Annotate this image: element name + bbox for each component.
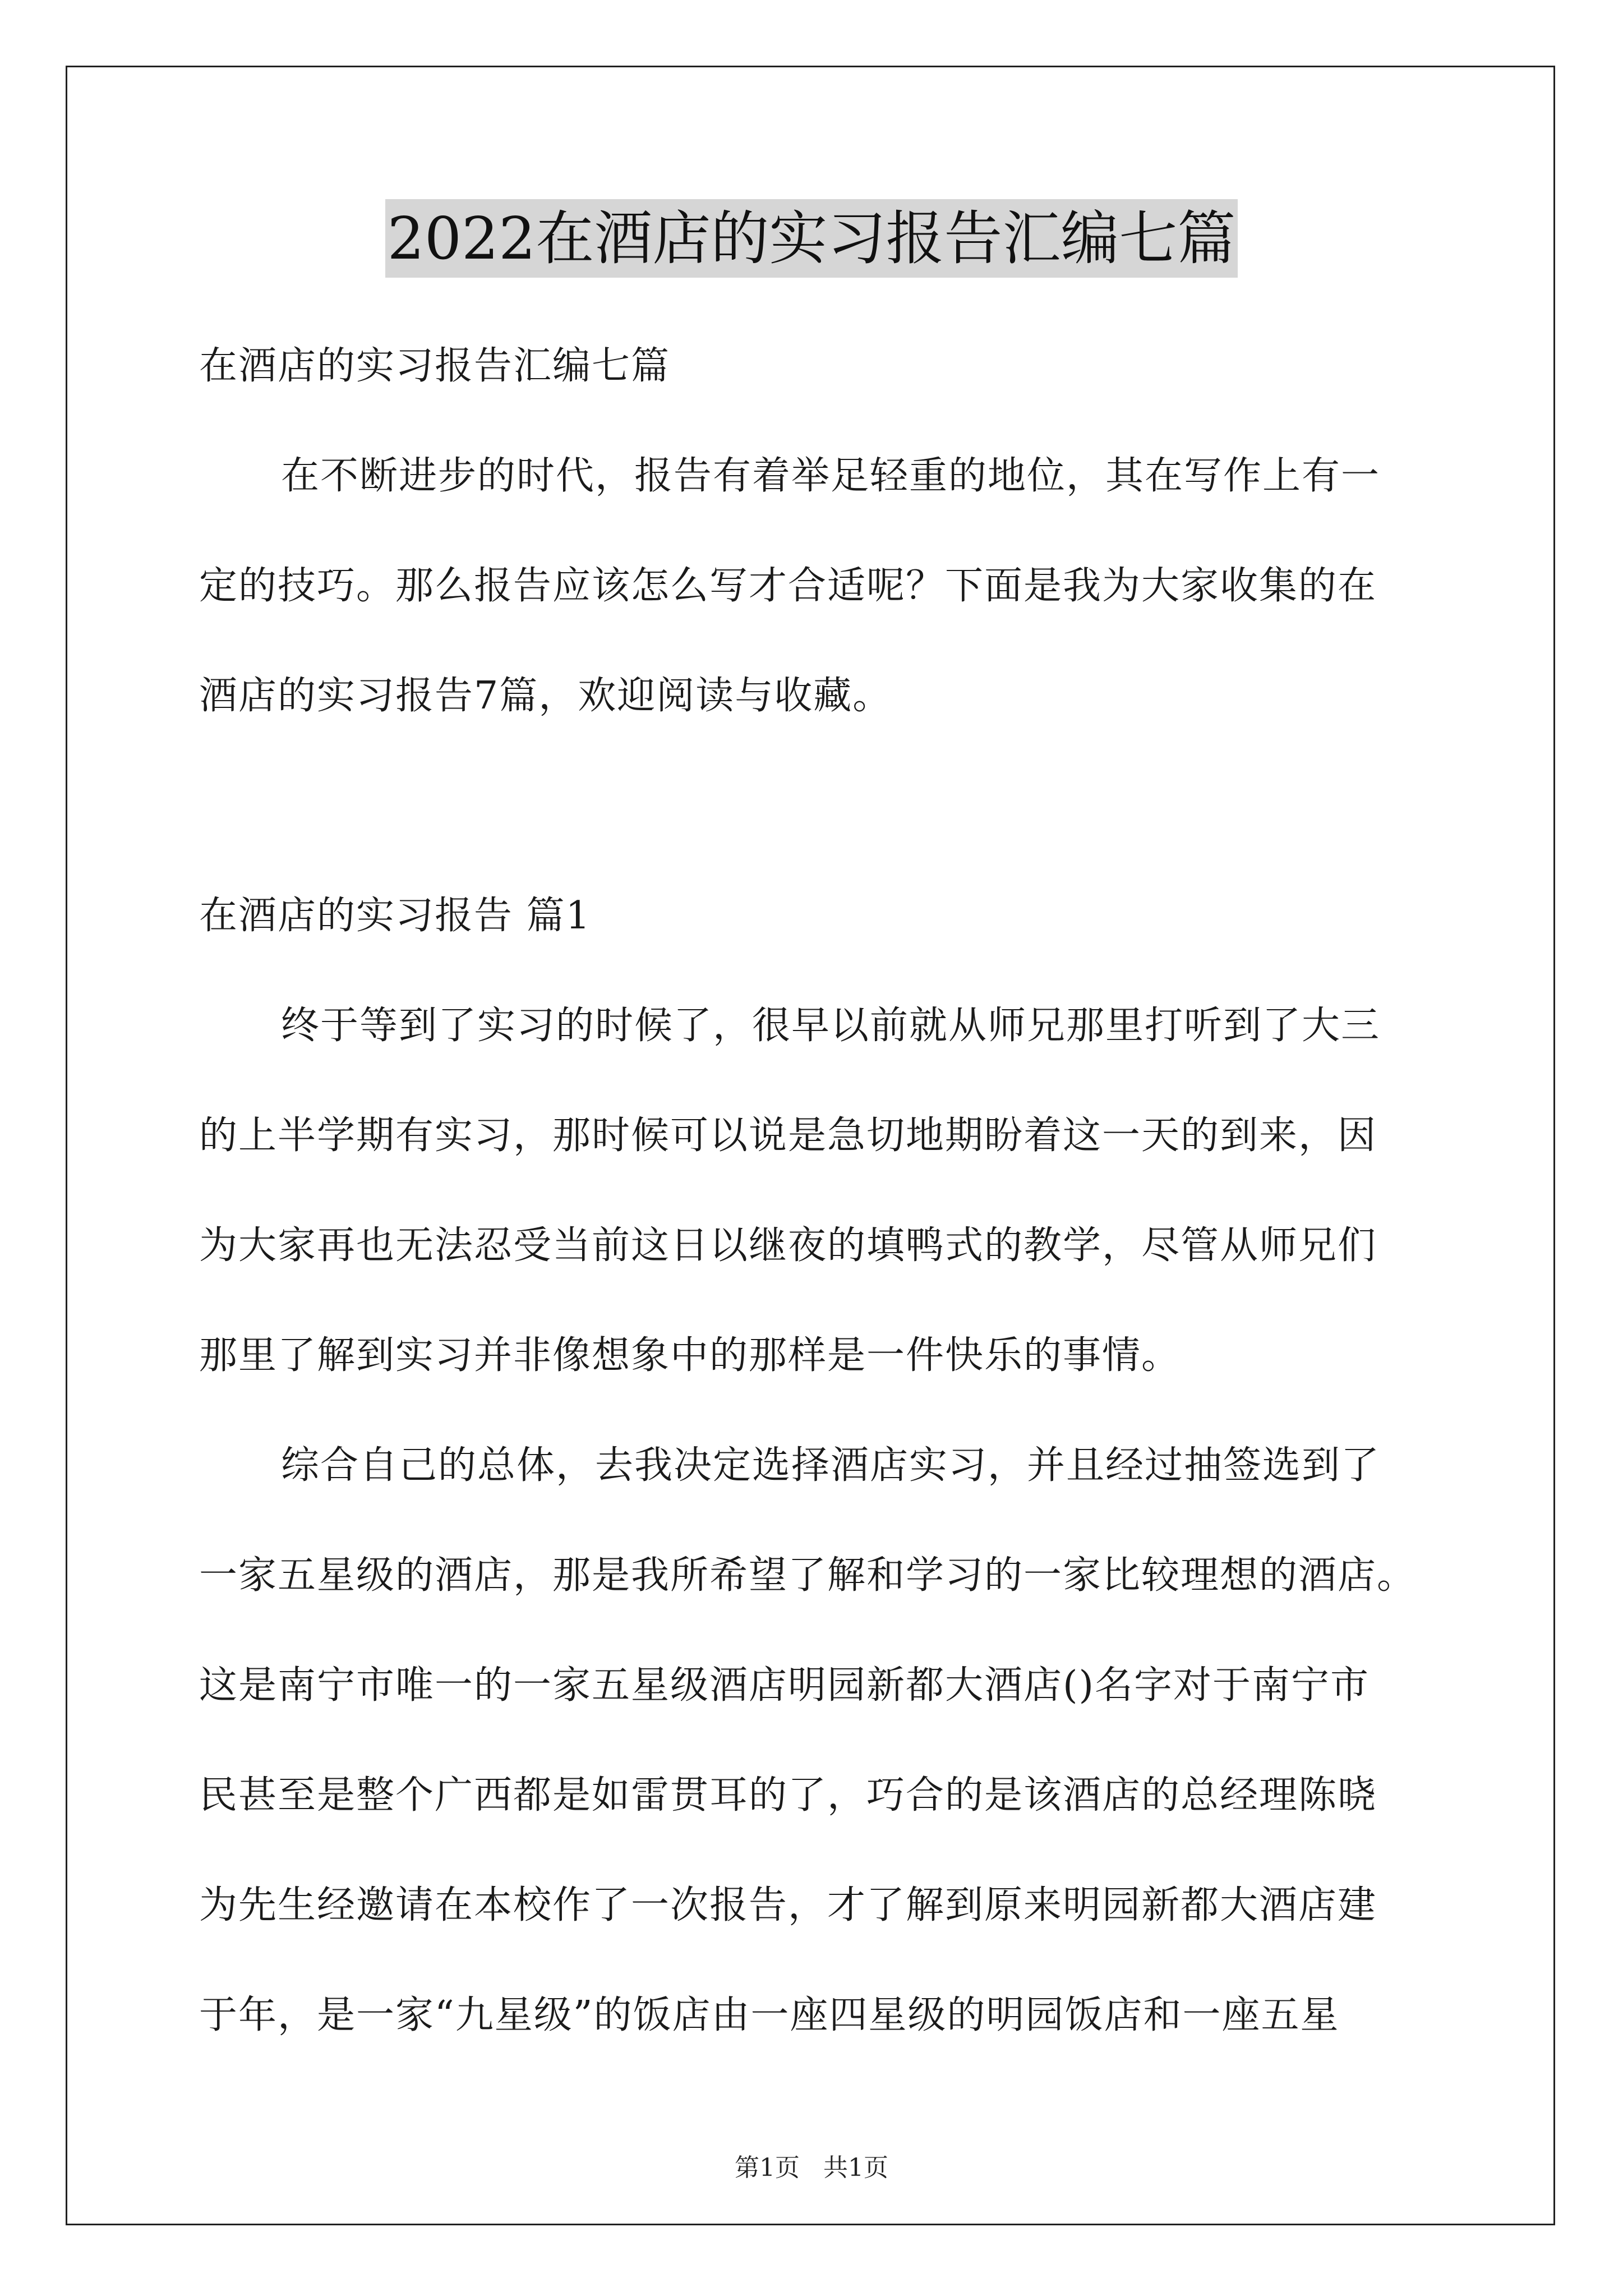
title-container xyxy=(0,199,1623,278)
intro-line: 定的技巧。那么报告应该怎么写才合适呢？下面是我为大家收集的在 xyxy=(199,564,1377,608)
intro-line: 在不断进步的时代，报告有着举足轻重的地位，其在写作上有一 xyxy=(281,454,1381,498)
paragraph-line: 终于等到了实习的时候了，很早以前就从师兄那里打听到了大三 xyxy=(281,1004,1381,1048)
document-title: 2022在酒店的实习报告汇编七篇 xyxy=(385,199,1238,278)
page-number: 第1页 xyxy=(735,2154,800,2182)
page-footer xyxy=(0,2151,1623,2185)
paragraph-line: 为大家再也无法忍受当前这日以继夜的填鸭式的教学，尽管从师兄们 xyxy=(199,1223,1377,1268)
paragraph-line: 的上半学期有实习，那时候可以说是急切地期盼着这一天的到来，因 xyxy=(199,1114,1377,1158)
page-total: 共1页 xyxy=(823,2154,888,2182)
paragraph-line: 于年，是一家“九星级”的饭店由一座四星级的明园饭店和一座五星 xyxy=(199,1993,1340,2037)
document-subtitle: 在酒店的实习报告汇编七篇 xyxy=(199,344,671,388)
paragraph-line: 一家五星级的酒店，那是我所希望了解和学习的一家比较理想的酒店。 xyxy=(199,1553,1417,1598)
document-body xyxy=(199,311,1444,2070)
paragraph-line: 民甚至是整个广西都是如雷贯耳的了，巧合的是该酒店的总经理陈晓 xyxy=(199,1773,1377,1818)
paragraph-line: 为先生经邀请在本校作了一次报告，才了解到原来明园新都大酒店建 xyxy=(199,1883,1377,1927)
spacer xyxy=(199,751,1444,861)
paragraph-line: 这是南宁市唯一的一家五星级酒店明园新都大酒店()名字对于南宁市 xyxy=(199,1663,1370,1708)
section-heading: 在酒店的实习报告 篇1 xyxy=(199,894,591,938)
paragraph-line: 那里了解到实习并非像想象中的那样是一件快乐的事情。 xyxy=(199,1333,1181,1378)
intro-line: 酒店的实习报告7篇，欢迎阅读与收藏。 xyxy=(199,674,892,718)
paragraph-line: 综合自己的总体，去我决定选择酒店实习，并且经过抽签选到了 xyxy=(281,1443,1381,1488)
